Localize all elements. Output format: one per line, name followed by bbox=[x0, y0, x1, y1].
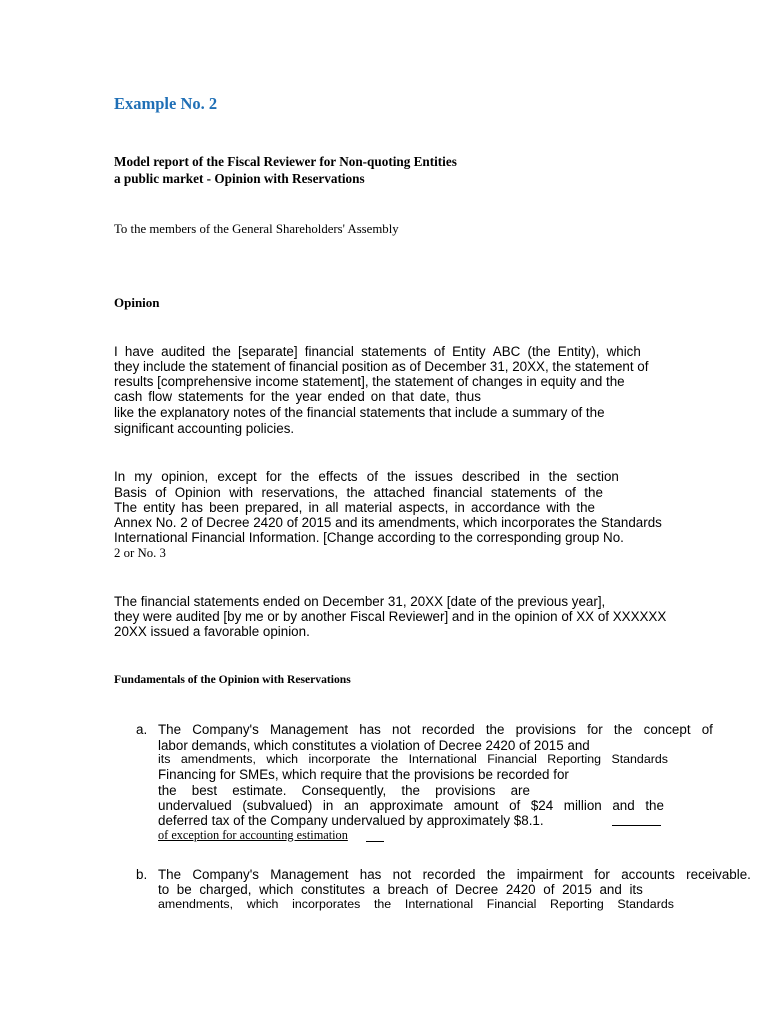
underline-rule bbox=[612, 825, 661, 826]
list-item-line: undervalued (subvalued) in an approximate amount of $24 million and the bbox=[158, 798, 664, 813]
fundamentals-heading: Fundamentals of the Opinion with Reservations bbox=[114, 673, 351, 686]
list-item-line: deferred tax of the Company undervalued by approximately $8.1. bbox=[158, 813, 544, 828]
report-heading-line-1: Model report of the Fiscal Reviewer for Non-quoting Entities bbox=[114, 154, 457, 169]
paragraph-line: 20XX issued a favorable opinion. bbox=[114, 624, 310, 639]
list-marker: a. bbox=[136, 722, 148, 737]
paragraph-line: significant accounting policies. bbox=[114, 421, 295, 436]
exception-note: of exception for accounting estimation bbox=[158, 828, 348, 842]
addressee: To the members of the General Shareholders' Assembly bbox=[114, 222, 399, 236]
paragraph-line: they were audited [by me or by another Fiscal Reviewer] and in the opinion of XX of XXXXXX bbox=[114, 609, 667, 624]
paragraph-line: Basis of Opinion with reservations, the attached financial statements of the bbox=[114, 485, 603, 500]
document-title: Example No. 2 bbox=[114, 94, 218, 113]
paragraph-line: 2 or No. 3 bbox=[114, 546, 166, 560]
list-item-line: labor demands, which constitutes a violation of Decree 2420 of 2015 and bbox=[158, 738, 590, 753]
list-marker: b. bbox=[136, 867, 148, 882]
paragraph-line: I have audited the [separate] financial statements of Entity ABC (the Entity), which bbox=[114, 344, 641, 359]
list-item-line: Financing for SMEs, which require that the provisions be recorded for bbox=[158, 767, 569, 782]
list-item-line: The Company's Management has not recorded the provisions for the concept of bbox=[158, 722, 713, 737]
list-item-line: to be charged, which constitutes a breach of Decree 2420 of 2015 and its bbox=[158, 882, 643, 897]
paragraph-line: results [comprehensive income statement], the statement of changes in equity and the bbox=[114, 374, 625, 389]
paragraph-line: The entity has been prepared, in all material aspects, in accordance with the bbox=[114, 500, 595, 515]
paragraph-line: cash flow statements for the year ended on that date, thus bbox=[114, 389, 481, 404]
paragraph-line: In my opinion, except for the effects of the issues described in the section bbox=[114, 469, 619, 484]
paragraph-line: International Financial Information. [Change according to the corresponding group No. bbox=[114, 530, 624, 545]
list-item-line: the best estimate. Consequently, the provisions are bbox=[158, 783, 530, 798]
list-item-line: its amendments, which incorporate the International Financial Reporting Standards bbox=[158, 752, 668, 766]
underline-rule bbox=[366, 841, 384, 842]
opinion-heading: Opinion bbox=[114, 295, 160, 310]
paragraph-line: The financial statements ended on December 31, 20XX [date of the previous year], bbox=[114, 594, 606, 609]
paragraph-line: they include the statement of financial position as of December 31, 20XX, the statement of bbox=[114, 359, 649, 374]
list-item-line: The Company's Management has not recorded the impairment for accounts receivable. bbox=[158, 867, 751, 882]
paragraph-line: like the explanatory notes of the financial statements that include a summary of the bbox=[114, 405, 605, 420]
report-heading-line-2: a public market - Opinion with Reservations bbox=[114, 171, 365, 186]
list-item-line: amendments, which incorporates the International Financial Reporting Standards bbox=[158, 897, 674, 911]
paragraph-line: Annex No. 2 of Decree 2420 of 2015 and its amendments, which incorporates the Standards bbox=[114, 515, 662, 530]
